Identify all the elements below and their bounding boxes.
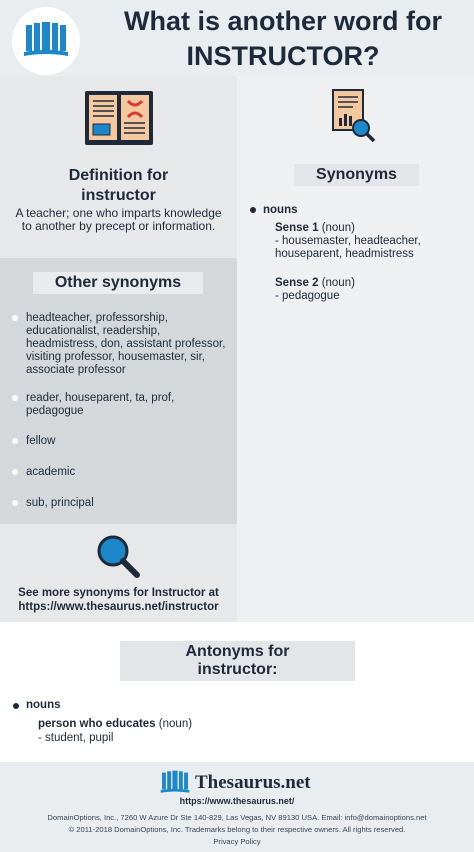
antonym-sense: person who educates (noun) - student, pupil [38,718,193,744]
bullet [12,438,18,444]
other-synonyms-section [0,258,237,524]
see-more-link[interactable]: https://www.thesaurus.net/instructor [18,601,219,613]
synonyms-section [237,76,474,622]
footer-url[interactable]: https://www.thesaurus.net/ [179,796,295,806]
other-synonym-item[interactable]: sub, principal [26,497,94,509]
footer-brand-name: Thesaurus.net [195,772,311,793]
synonyms-pos: nouns [263,204,298,216]
bullet [12,469,18,475]
synonym-sense-1: Sense 1 (noun) - housemaster, headteacher, houseparent, headmistress [275,222,421,260]
bullet [13,703,19,709]
document-search-icon [331,88,377,146]
definition-text: A teacher; one who imparts knowledge to another by precept or information. [15,206,222,233]
other-synonym-item[interactable]: fellow [26,435,56,447]
definition-heading: Definition for instructor [68,167,169,204]
footer-brand[interactable] [157,770,311,796]
see-more-text: See more synonyms for Instructor at https://www.thesaurus.net/instructor [0,586,237,614]
bullet [12,315,18,321]
footer-privacy-link[interactable]: Privacy Policy [213,837,261,846]
synonym-sense-2: Sense 2 (noun) - pedagogue [275,277,355,302]
antonyms-label: Antonyms for instructor: [120,641,355,681]
footer [0,762,474,852]
other-synonyms-label: Other synonyms [33,272,203,294]
header [0,0,474,76]
see-more-section [0,524,237,622]
definition-section [0,76,237,258]
book-logo-icon [157,770,193,796]
page-title: What is another word for INSTRUCTOR? [123,6,442,71]
other-synonym-item[interactable]: reader, houseparent, ta, prof, pedagogue [26,392,175,417]
antonyms-pos: nouns [26,699,61,711]
footer-address: DomainOptions, Inc., 7260 W Azure Dr Ste 140-829, Las Vegas, NV 89130 USA. Email: info@domainoptions.net [47,813,427,822]
open-book-icon [84,89,154,147]
synonyms-label: Synonyms [294,164,419,186]
other-synonym-item[interactable]: academic [26,466,76,478]
bullet [250,207,256,213]
bullet [12,395,18,401]
magnifier-icon [94,532,142,580]
book-logo-icon [22,21,70,61]
site-logo[interactable] [12,7,80,75]
bullet [12,500,18,506]
footer-copyright: © 2011-2018 DomainOptions, Inc. Trademarks belong to their respective owners. All rights reserved. [68,825,406,834]
other-synonym-item[interactable]: headteacher, professorship, educationalist, readership, headmistress, don, assistant professor, visiting professor, housemaster, sir, associate professor [26,312,226,376]
